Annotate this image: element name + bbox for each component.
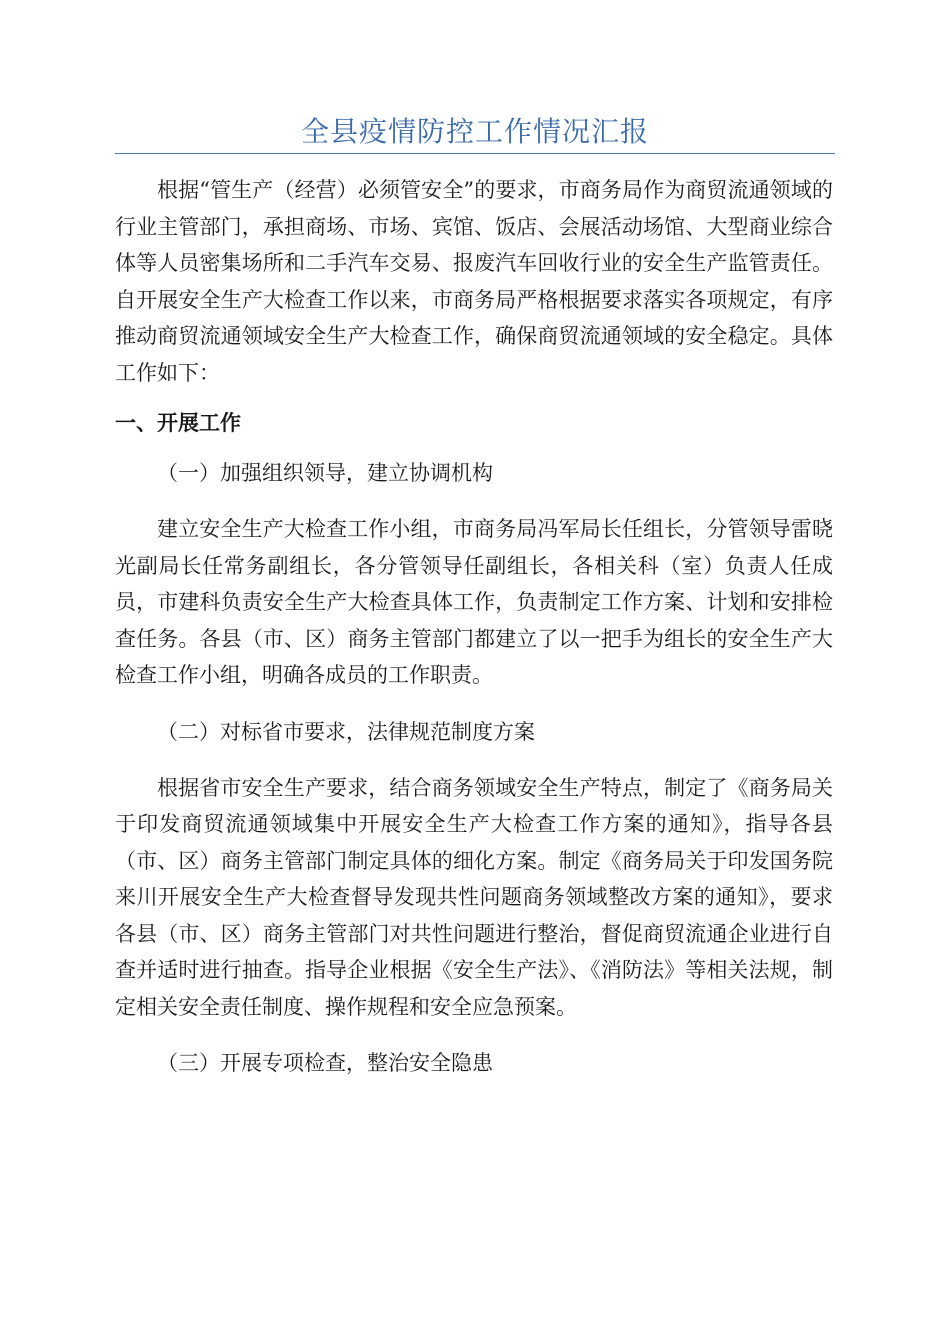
subsection-body-2: 根据省市安全生产要求，结合商务领域安全生产特点，制定了《商务局关于印发商贸流通领域集中开展安全生产大检查工作方案的通知》，指导各县（市、区）商务主管部门制定具体的细化方案。制定《商务局关于印发国务院来川开展安全生产大检查督导发现共性问题商务领域整改方案的通知》，要求各县（市、区）商务主管部门对共性问题进行整治，督促商贸流通企业进行自查并适时进行抽查。指导企业根据《安全生产法》、《消防法》等相关法规，制定相关安全责任制度、操作规程和安全应急预案。 (115, 775, 833, 1019)
document-title: 全县疫情防控工作情况汇报 (300, 115, 649, 148)
subsection-heading-2: （二）对标省市要求，法律规范制度方案 (157, 719, 535, 744)
document-body (115, 172, 833, 1081)
intro-paragraph: 根据“管生产（经营）必须管安全”的要求，市商务局作为商贸流通领域的行业主管部门，承担商场、市场、宾馆、饭店、会展活动场馆、大型商业综合体等人员密集场所和二手汽车交易、报废汽车回收行业的安全生产监管责任。自开展安全生产大检查工作以来，市商务局严格根据要求落实各项规定，有序推动商贸流通领域安全生产大检查工作，确保商贸流通领域的安全稳定。具体工作如下： (115, 178, 833, 385)
title-underline-rule (115, 153, 835, 154)
section-heading-1: 一、开展工作 (115, 411, 241, 435)
subsection-heading-1: （一）加强组织领导，建立协调机构 (157, 461, 493, 485)
subsection-body-1: 建立安全生产大检查工作小组，市商务局冯军局长任组长，分管领导雷晓光副局长任常务副组长，各分管领导任副组长，各相关科（室）负责人任成员，市建科负责安全生产大检查具体工作，负责制定工作方案、计划和安排检查任务。各县（市、区）商务主管部门都建立了以一把手为组长的安全生产大检查工作小组，明确各成员的工作职责。 (115, 517, 833, 687)
subsection-heading-3: （三）开展专项检查，整治安全隐患 (157, 1051, 493, 1075)
